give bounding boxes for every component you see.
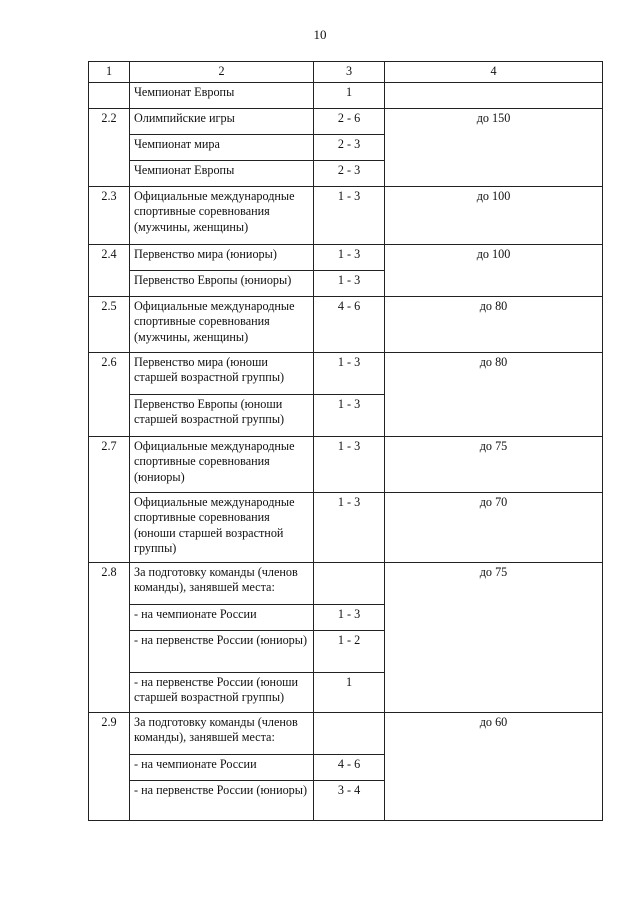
place-cell [314, 562, 385, 604]
table-row [89, 712, 603, 754]
place-cell: 1 - 3 [314, 244, 385, 270]
section-number-cell: 2.2 [89, 108, 130, 186]
hours-cell: до 150 [385, 108, 603, 186]
table-header-row [89, 62, 603, 83]
event-cell: - на чемпионате России [130, 754, 314, 780]
place-cell: 2 - 3 [314, 160, 385, 186]
hours-cell: до 100 [385, 244, 603, 296]
place-cell: 2 - 3 [314, 134, 385, 160]
table-row [89, 108, 603, 134]
place-cell: 1 - 3 [314, 270, 385, 296]
place-cell: 4 - 6 [314, 754, 385, 780]
event-cell: Первенство мира (юниоры) [130, 244, 314, 270]
event-cell: Официальные международные спортивные соревнования (мужчины, женщины) [130, 296, 314, 352]
awards-table [88, 61, 603, 821]
header-col-4: 4 [385, 62, 603, 83]
table-row [89, 492, 603, 562]
event-cell: Чемпионат мира [130, 134, 314, 160]
hours-cell: до 80 [385, 352, 603, 436]
place-cell: 2 - 6 [314, 108, 385, 134]
event-cell: Официальные международные спортивные соревнования (юниоры) [130, 436, 314, 492]
section-number-cell [89, 82, 130, 108]
place-cell: 1 - 3 [314, 436, 385, 492]
event-cell: Первенство Европы (юниоры) [130, 270, 314, 296]
table-row [89, 82, 603, 108]
table-row [89, 436, 603, 492]
section-number-cell: 2.4 [89, 244, 130, 296]
event-cell: Первенство мира (юноши старшей возрастной группы) [130, 352, 314, 394]
place-cell: 3 - 4 [314, 780, 385, 820]
header-col-3: 3 [314, 62, 385, 83]
table-body [89, 62, 603, 821]
event-cell: За подготовку команды (членов команды), занявшей места: [130, 562, 314, 604]
place-cell: 1 - 3 [314, 492, 385, 562]
header-col-2: 2 [130, 62, 314, 83]
event-cell: - на чемпионате России [130, 604, 314, 630]
event-cell: Первенство Европы (юноши старшей возрастной группы) [130, 394, 314, 436]
place-cell [314, 712, 385, 754]
event-cell: Официальные международные спортивные соревнования (юноши старшей возрастной группы) [130, 492, 314, 562]
place-cell: 1 - 3 [314, 352, 385, 394]
section-number-cell: 2.3 [89, 186, 130, 244]
place-cell: 1 [314, 82, 385, 108]
hours-cell: до 60 [385, 712, 603, 820]
header-col-1: 1 [89, 62, 130, 83]
event-cell: Официальные международные спортивные соревнования (мужчины, женщины) [130, 186, 314, 244]
event-cell: Чемпионат Европы [130, 82, 314, 108]
event-cell: Чемпионат Европы [130, 160, 314, 186]
page-number: 10 [313, 27, 327, 42]
section-number-cell: 2.5 [89, 296, 130, 352]
section-number-cell: 2.6 [89, 352, 130, 436]
hours-cell: до 70 [385, 492, 603, 562]
event-cell: - на первенстве России (юноши старшей возрастной группы) [130, 672, 314, 712]
section-number-cell: 2.7 [89, 436, 130, 562]
hours-cell [385, 82, 603, 108]
hours-cell: до 75 [385, 562, 603, 712]
place-cell: 1 - 3 [314, 604, 385, 630]
table-row [89, 352, 603, 394]
event-cell: - на первенстве России (юниоры) [130, 630, 314, 672]
table-row [89, 186, 603, 244]
place-cell: 1 - 3 [314, 394, 385, 436]
table-row [89, 244, 603, 270]
hours-cell: до 80 [385, 296, 603, 352]
hours-cell: до 75 [385, 436, 603, 492]
event-cell: За подготовку команды (членов команды), занявшей места: [130, 712, 314, 754]
hours-cell: до 100 [385, 186, 603, 244]
place-cell: 1 - 2 [314, 630, 385, 672]
section-number-cell: 2.8 [89, 562, 130, 712]
section-number-cell: 2.9 [89, 712, 130, 820]
place-cell: 4 - 6 [314, 296, 385, 352]
event-cell: Олимпийские игры [130, 108, 314, 134]
table-row [89, 562, 603, 604]
event-cell: - на первенстве России (юниоры) [130, 780, 314, 820]
place-cell: 1 - 3 [314, 186, 385, 244]
table-row [89, 296, 603, 352]
place-cell: 1 [314, 672, 385, 712]
